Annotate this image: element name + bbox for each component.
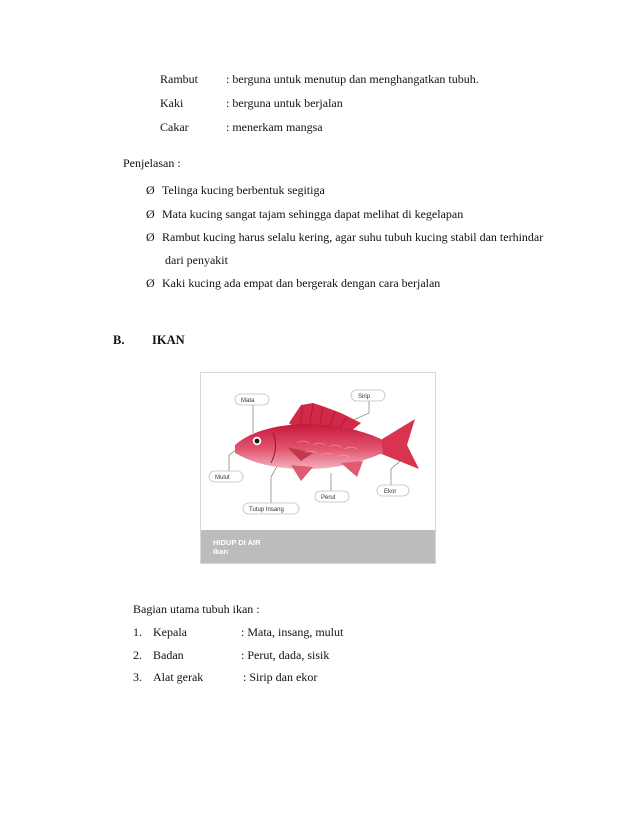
list-desc: : Sirip dan ekor [243,670,318,684]
section-title: IKAN [152,333,185,347]
label-sirip [351,390,385,401]
label-mata-text: Mata [241,398,255,404]
label-sirip-text: Sirip [358,394,371,400]
fish-illustration [201,373,435,531]
bullet-text: Telinga kucing berbentuk segitiga [162,183,325,197]
list-term: Badan [153,648,184,662]
list-desc: : Mata, insang, mulut [241,625,344,639]
bullet-text: Kaki kucing ada empat dan bergerak dengan cara berjalan [162,276,441,290]
label-mata [235,394,269,405]
figure-caption [201,530,435,563]
bullet-text: Rambut kucing harus selalu kering, agar suhu tubuh kucing stabil dan terhindar [162,230,544,244]
list-desc: : Perut, dada, sisik [241,648,330,662]
bullet-icon: Ø [146,230,155,244]
section-number: B. [113,333,125,347]
definition-term: Rambut [160,72,198,86]
label-ekor [377,485,409,496]
definition-desc: : berguna untuk berjalan [226,96,343,110]
list-number: 3. [133,670,142,684]
list-term: Kepala [153,625,187,639]
label-ekor-text: Ekor [384,489,397,495]
bullet-text: dari penyakit [165,253,228,267]
explanation-label: Penjelasan : [123,156,181,170]
bullet-icon: Ø [146,276,155,290]
caption-line-1: HIDUP DI AIR [213,538,261,547]
list-number: 1. [133,625,142,639]
definition-term: Kaki [160,96,184,110]
bullet-text: Mata kucing sangat tajam sehingga dapat melihat di kegelapan [162,207,464,221]
definition-desc: : berguna untuk menutup dan menghangatkan tubuh. [226,72,479,86]
caption-line-2: Ikan [213,547,229,556]
list-term: Alat gerak [153,670,204,684]
label-perut-text: Perut [321,495,336,501]
label-mulut-text: Mulut [215,475,230,481]
bullet-icon: Ø [146,183,155,197]
definition-desc: : menerkam mangsa [226,120,323,134]
fish-parts-heading: Bagian utama tubuh ikan : [133,602,260,616]
label-perut [315,491,349,502]
bullet-icon: Ø [146,207,155,221]
fish-figure [200,372,436,564]
label-mulut [209,471,243,482]
list-number: 2. [133,648,142,662]
label-tutup-insang [243,503,299,514]
definition-term: Cakar [160,120,189,134]
label-tutup-insang-text: Tutup Insang [249,507,284,513]
